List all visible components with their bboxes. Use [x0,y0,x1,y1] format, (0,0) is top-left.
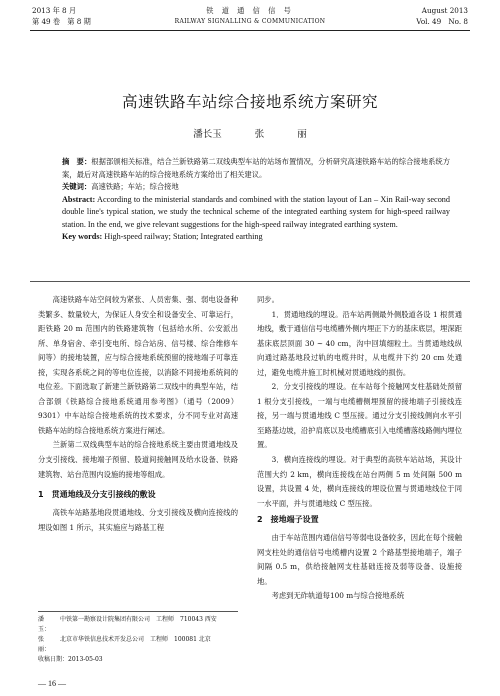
keywords-label-en: Key words: [62,232,103,241]
abstract-en [62,194,450,231]
footnote-author-1-affiliation: 中铁第一勘察设计院集团有限公司 工程师 710043 西安 [60,616,217,623]
header-date-cn: 2013 年 8 月 [32,6,77,15]
abstract-section [62,156,450,243]
header-divider [30,30,470,31]
abstract-cn [62,156,450,181]
body-paragraph: 高速铁路车站空间较为紧张、人员密集、强、弱电设备种类繁多、数量较大，为保证人身安全和设备安全、可靠运行，距铁路 20 m 范围内的铁路建筑物（包括给水所、公安派出所、单身宿舍、牵引变电所、综合站房、信号楼、综合维修车间等）的接地装置，应与综合接地系统预留的接地端子可靠连接，实现各系统之间的等电位连接，以消除不同接地系统间的电位差。下面选取了新建兰新铁路第二双线中的典型车站，结合部颁《铁路综合接地系统通用参考图》（通号（2009）9301）中车站综合接地系统的技术要求，分不同专业对高速铁路车站的综合接地系统方案进行阐述。 [38,295,238,435]
keywords-label-cn: 关键词： [62,182,92,192]
abstract-label-cn: 摘 要： [62,157,92,166]
author-footnote [38,615,238,665]
abstract-label-en: Abstract: [62,194,96,204]
body-left-column [38,293,238,535]
keywords-cn [62,181,450,194]
journal-name-cn: 铁 道 通 信 信 号 [206,6,294,15]
section-heading-2: 2 接地端子设置 [257,515,319,525]
body-paragraph: 高铁车站路基地段贯通地线、分支引接线及横向连接线的埋设如图 1 所示，其实施应与路基工程 [38,508,238,532]
header-date-en: August 2013 [421,6,468,15]
body-paragraph: 3．横向连接线的埋设。对于典型的高铁车站站场，其设计范围大约 2 km，横向连接线在站台两侧 5 m 处间隔 500 m 设置，共设置 4 处，横向连接线的埋设位置与贯通地线位于同一水平面，并与贯通地线 C 型压接。 [257,455,462,508]
footnote-author-2 [38,635,238,655]
body-paragraph: 兰新第二双线典型车站的综合接地系统主要由贯通地线及分支引接线、接地端子预留、股道间接触网及给水设备、铁路建筑物、站台范围内设施的接地等组成。 [38,440,238,479]
footnote-author-2-affiliation: 北京市华铁信息技术开发总公司 工程师 100081 北京 [60,636,211,643]
keywords-text-cn: 高速铁路；车站；综合接地 [91,182,179,192]
abstract-text-en: According to the ministerial standards and combined with the station layout of Lan – Xin Rail-way second double line's typical station, we study the technical scheme of the integrated earthing system for high-speed railway station. In the end, we give relevant suggestions for the high-speed railway integrated earthing system. [62,194,450,229]
body-paragraph: 2．分支引接线的埋设。在车站每个接触网支柱基础处预留 1 根分支引接线，一端与电缆槽侧埋预留的接地端子引接线连接，另一端与贯通地线 C 型压接。通过分支引接线侧向水平引至路基边坡，沿护肩底以及电缆槽底引入电缆槽落线路侧内埋位置。 [257,382,462,450]
journal-name-en: RAILWAY SIGNALLING & COMMUNICATION [174,18,326,25]
abstract-divider [30,281,470,282]
footnote-author-2-name: 张 丽： [38,636,51,653]
section-heading-1: 1 贯通地线及分支引接线的敷设 [38,490,156,500]
header-volume-en: Vol. 49 No. 8 [416,17,468,26]
footnote-author-1 [38,615,238,635]
body-paragraph: 1．贯通地线的埋设。沿车站两侧最外侧股道各设 1 根贯通地线，敷于通信信号电缆槽外侧内埋正下方的基床底层，埋深距基床底层顶面 30 ~ 40 cm，沟中回填细粒土。当贯通地线纵向通过路基地段过轨的电缆井时，从电缆井下约 20 cm 处通过，避免电缆井施工时机械对贯通地线的损伤。 [257,309,462,377]
body-right-column [257,293,462,604]
body-paragraph: 考虑到无砟轨道每100 m与综合接地系统 [271,591,405,601]
keywords-text-en: High-speed railway; Station; Integrated earthing [104,232,263,241]
footnote-author-1-name: 潘 玉： [38,616,51,633]
header-volume-cn: 第 49 卷 第 8 期 [32,17,91,26]
received-date: 收稿日期：2013-05-03 [38,656,103,663]
paper-authors: 潘长玉 张 丽 [193,129,307,140]
body-paragraph: 由于车站范围内通信信号等弱电设备较多，因此在每个接触网支柱处的通信信号电缆槽内设置 2 个路基型接地端子，端子间隔 0.5 m，供给接触网支柱基础连接及弱等设备、设施接地。 [257,533,462,586]
header-issue-info-en [416,5,468,27]
footnote-divider [38,611,238,612]
abstract-text-cn: 根据部颁相关标准，结合兰新铁路第二双线典型车站的站场布置情况，分析研究高速铁路车站的综合接地系统方案，最后对高速铁路车站的综合接地系统方案给出了相关建议。 [62,157,451,179]
paper-title: 高速铁路车站综合接地系统方案研究 [121,93,378,111]
keywords-en [62,231,450,243]
page-number: — 16 — [38,679,66,688]
body-continuation: 同步。 [257,295,279,304]
